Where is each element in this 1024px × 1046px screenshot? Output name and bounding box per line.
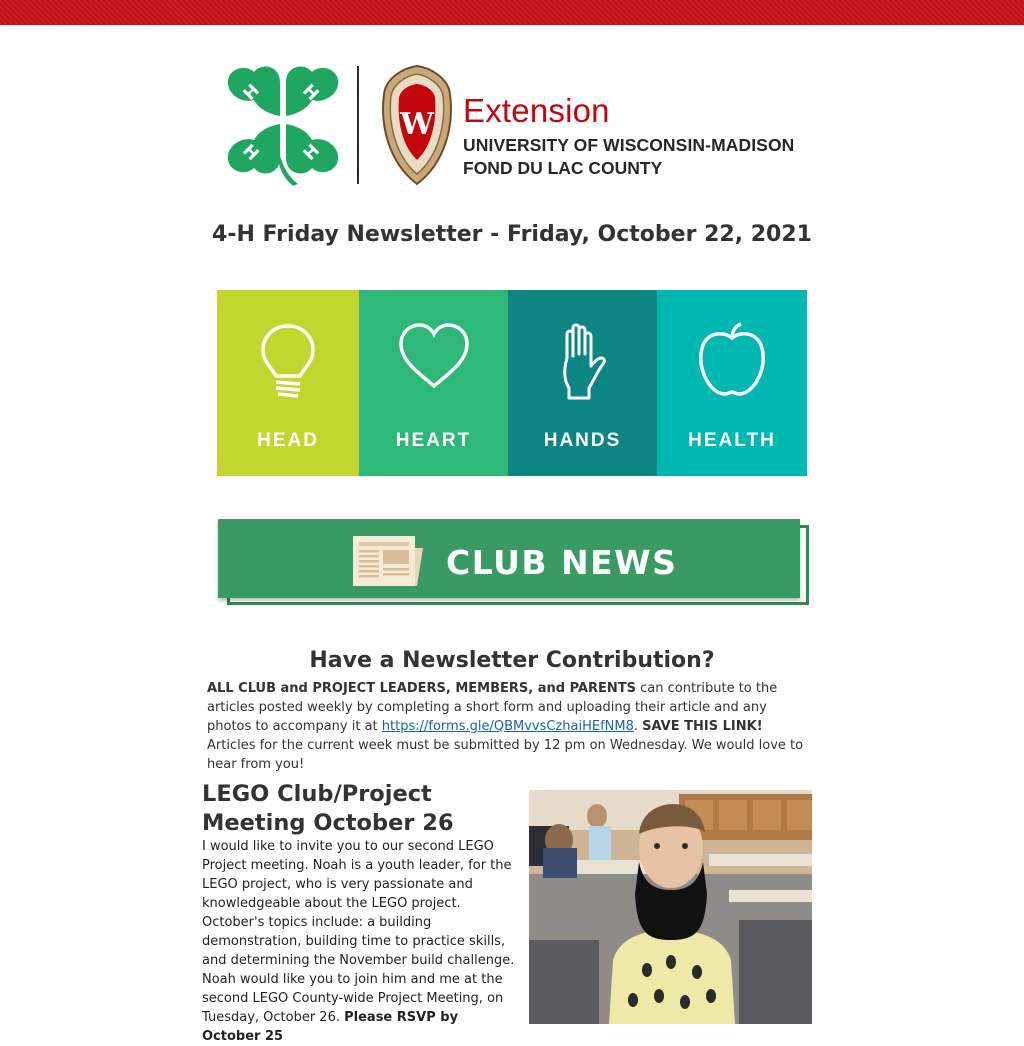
save-link-note: SAVE THIS LINK! (642, 719, 763, 734)
club-news-title: CLUB NEWS (446, 543, 678, 582)
club-news-banner (218, 519, 810, 607)
lego-meeting-photo (529, 790, 812, 1024)
uw-crest-logo (378, 64, 456, 186)
hands-tile (508, 290, 657, 476)
contribution-form-link[interactable]: https://forms.gle/QBMvvsCzhaiHEfNM8 (381, 719, 634, 734)
heart-label: HEART (395, 430, 472, 451)
head-tile (217, 290, 359, 476)
svg-text:H: H (298, 80, 323, 105)
university-name: UNIVERSITY OF WISCONSIN-MADISON (463, 135, 795, 155)
four-h-pledge-banner (217, 290, 807, 476)
logo-divider (357, 66, 359, 184)
lego-article-body: I would like to invite you to our second LEGO Project meeting. Noah is a youth leader, for the LEGO project, who is very passionate and knowledgeable about the LEGO project. October's topics include: a building demonstration, building time to practice skills, and determining the November build challenge. Noah would like you to join him and me at the second LEGO County-wide Project Meeting, on Tuesday, October 26. Please RSVP by October 25 (202, 839, 515, 1044)
hand-icon (555, 322, 611, 402)
heart-tile (359, 290, 508, 476)
head-label: HEAD (257, 430, 319, 451)
contribution-heading: Have a Newsletter Contribution? (309, 648, 715, 673)
svg-text:W: W (400, 107, 434, 142)
newsletter-title: 4-H Friday Newsletter - Friday, October 22, 2021 (212, 222, 812, 247)
top-decorative-band (0, 0, 1024, 25)
extension-wordmark: Extension (463, 92, 610, 129)
newspaper-icon (351, 534, 423, 588)
svg-text:H: H (299, 140, 324, 165)
heart-icon (397, 322, 471, 392)
health-tile (657, 290, 807, 476)
apple-icon (697, 322, 767, 398)
svg-text:H: H (238, 140, 263, 165)
4h-clover-logo (222, 64, 342, 186)
hands-label: HANDS (543, 430, 622, 451)
lego-article-title: LEGO Club/Project Meeting October 26 (202, 781, 454, 836)
svg-text:H: H (239, 80, 264, 105)
lightbulb-icon (258, 322, 318, 402)
health-label: HEALTH (688, 430, 776, 451)
county-name: FOND DU LAC COUNTY (463, 158, 663, 178)
rsvp-deadline: Please RSVP by October 25 (202, 1010, 459, 1044)
contribution-audience: ALL CLUB and PROJECT LEADERS, MEMBERS, and PARENTS (207, 681, 636, 696)
contribution-paragraph: ALL CLUB and PROJECT LEADERS, MEMBERS, and PARENTS can contribute to the articles posted weekly by completing a short form and uploading their article and any photos to accompany it at https://forms.gle/QBMvvsCzhaiHEfNM8. SAVE THIS LINK! Articles for the current week must be submitted by 12 pm on Wednesday. We would love to hear from you! (207, 681, 804, 772)
